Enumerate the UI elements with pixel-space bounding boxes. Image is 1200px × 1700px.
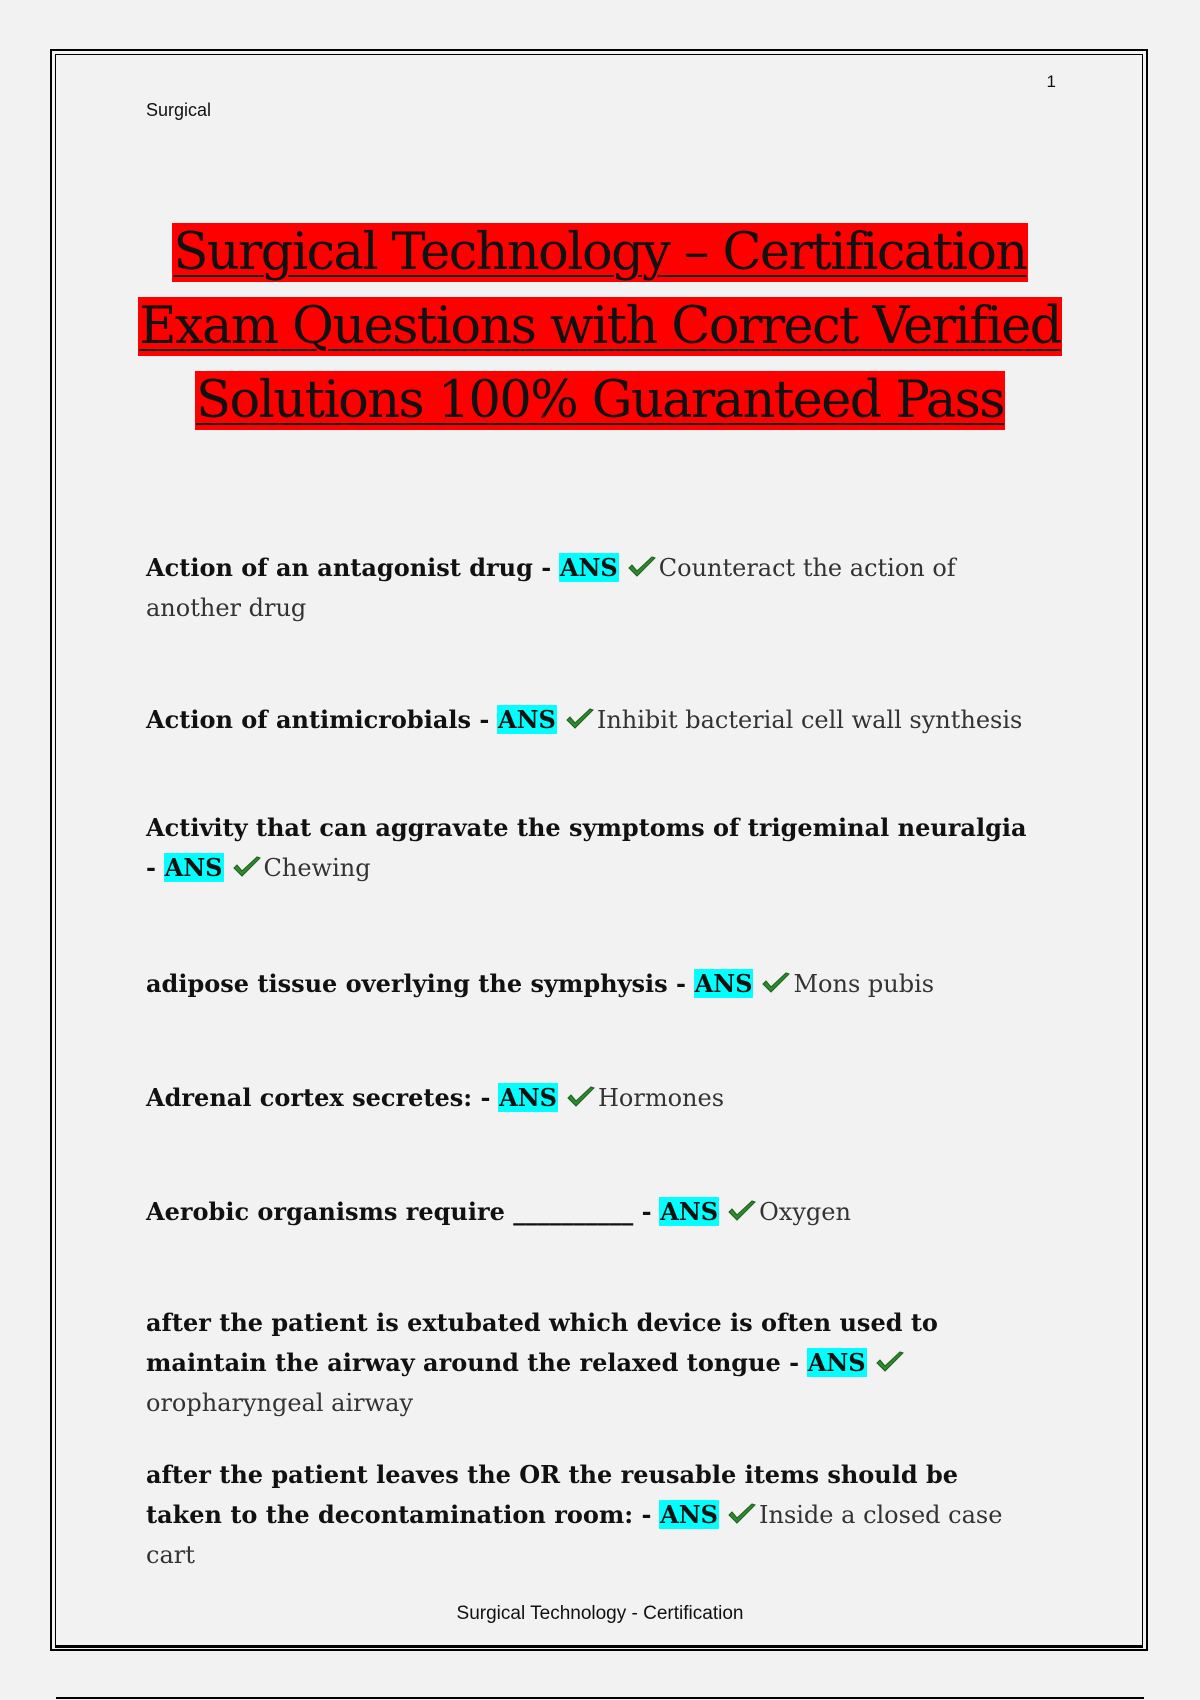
qa-item [146, 548, 1036, 628]
document-title [120, 216, 1080, 438]
title-line-3: Solutions 100% Guaranteed Pass [196, 371, 1004, 430]
qa-item [146, 1455, 1036, 1575]
page-footer: Surgical Technology - Certification [456, 1603, 744, 1624]
question-text: after the patient leaves the OR the reusable items should be taken to the decontamination room: - [146, 1460, 959, 1529]
answer-text: Counteract the action of another drug [146, 554, 956, 622]
qa-item [146, 808, 1036, 888]
check-icon [727, 1200, 757, 1222]
title-line-1: Surgical Technology – Certification [173, 223, 1027, 282]
answer-text: Inhibit bacterial cell wall synthesis [596, 706, 1023, 734]
ans-tag: ANS [660, 1500, 718, 1529]
check-icon [727, 1503, 757, 1525]
check-icon [875, 1351, 905, 1373]
answer-text: Oxygen [759, 1198, 851, 1226]
ans-tag: ANS [497, 705, 556, 734]
question-text: Aerobic organisms require __________ - [146, 1197, 652, 1226]
question-text: after the patient is extubated which device is often used to maintain the airway around the relaxed tongue - [146, 1308, 938, 1377]
check-icon [566, 1086, 596, 1108]
answer-text: Inside a closed case cart [146, 1501, 1003, 1569]
check-icon [232, 856, 262, 878]
check-icon [761, 972, 791, 994]
answer-text: Mons pubis [793, 970, 935, 998]
question-text: adipose tissue overlying the symphysis - [146, 969, 686, 998]
answer-text: Chewing [263, 854, 371, 882]
ans-tag: ANS [499, 1083, 557, 1112]
question-text: Activity that can aggravate the symptoms of trigeminal neuralgia - [146, 813, 1027, 882]
question-text: Action of antimicrobials - [146, 705, 490, 734]
running-head: Surgical [146, 100, 212, 120]
qa-item [146, 964, 1036, 1004]
answer-text: Hormones [597, 1084, 725, 1112]
check-icon [627, 556, 657, 578]
answer-text: oropharyngeal airway [146, 1389, 414, 1417]
qa-item [146, 1303, 1036, 1423]
ans-tag: ANS [164, 853, 223, 882]
qa-item [146, 1078, 1036, 1118]
question-text: Action of an antagonist drug - [146, 553, 552, 582]
title-line-2: Exam Questions with Correct Verified [139, 297, 1061, 356]
question-text: Adrenal cortex secretes: - [146, 1083, 491, 1112]
bottom-divider [56, 1697, 1144, 1699]
qa-item [146, 700, 1036, 740]
ans-tag: ANS [694, 969, 753, 998]
qa-item [146, 1192, 1036, 1232]
ans-tag: ANS [807, 1348, 866, 1377]
check-icon [565, 708, 595, 730]
ans-tag: ANS [660, 1197, 719, 1226]
ans-tag: ANS [559, 553, 618, 582]
page-number: 1 [1046, 72, 1056, 91]
